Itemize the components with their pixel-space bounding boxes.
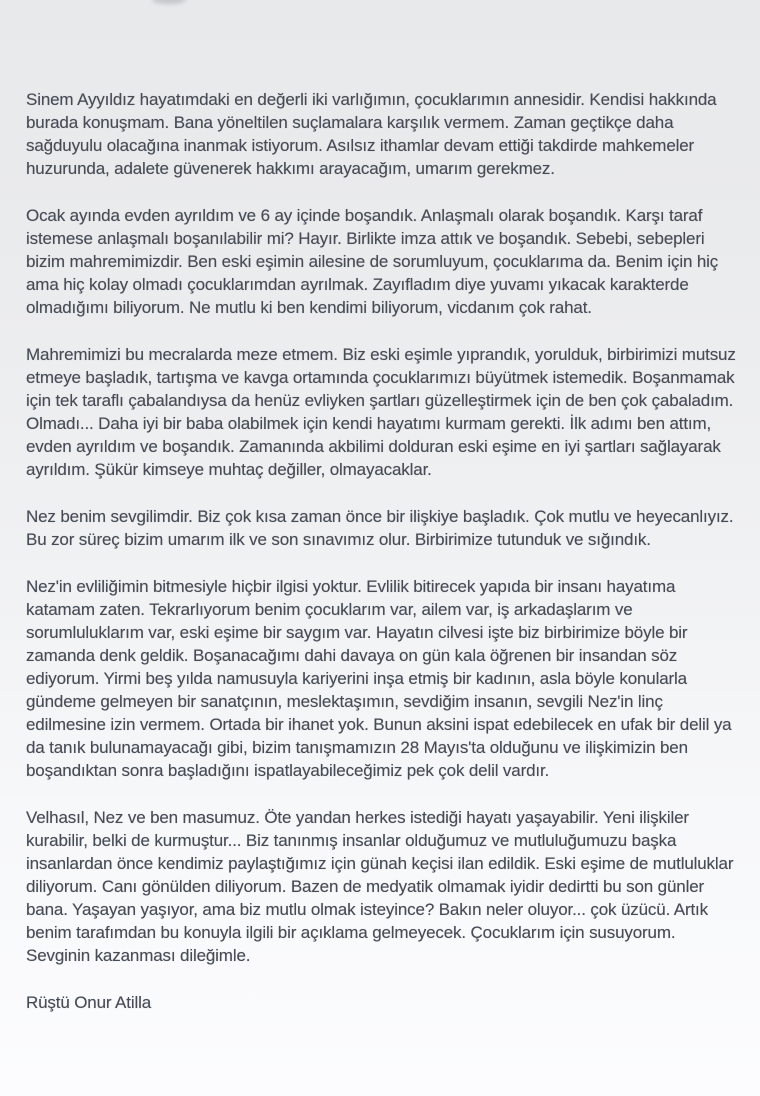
statement-paragraph: Mahremimizi bu mecralarda meze etmem. Biz eski eşimle yıprandık, yorulduk, birbirimizi mutsuz etmeye başladık, tartışma ve kavga ortamında çocuklarımızı büyütmek istemedik. Boşanmamak için tek taraflı çabalandıysa da henüz evliyken şartları güzelleştirmek için de ben çok çabaladım. Olmadı... Daha iyi bir baba olabilmek için kendi hayatımı kurmam gerekti. İlk adımı ben attım, evden ayrıldım ve boşandık. Zamanında akbilimi dolduran eski eşime en iyi şartları sağlayarak ayrıldım. Şükür kimseye muhtaç değiller, olmayacaklar. [26,345,736,479]
statement-paragraph: Ocak ayında evden ayrıldım ve 6 ay içinde boşandık. Anlaşmalı olarak boşandık. Karşı taraf istemese anlaşmalı boşanılabilir mi? Hayır. Birlikte imza attık ve boşandık. Sebebi, sebepleri bizim mahremimizdir. Ben eski eşimin ailesine de sorumluyum, çocuklarıma da. Benim için hiç ama hiç kolay olmadı çocuklarımdan ayrılmak. Zayıfladım diye yuvamı yıkacak karakterde olmadığımı biliyorum. Ne mutlu ki ben kendimi biliyorum, vicdanım çok rahat. [26,206,719,317]
cropped-text-artifact [152,0,186,4]
signature: Rüştü Onur Atilla [26,993,152,1012]
statement-paragraph: Nez benim sevgilimdir. Biz çok kısa zaman önce bir ilişkiye başladık. Çok mutlu ve heyecanlıyız. Bu zor süreç bizim umarım ilk ve son sınavımız olur. Birbirimize tutunduk ve sığındık. [26,507,734,549]
statement-body [26,88,736,1038]
statement-paragraph: Velhasıl, Nez ve ben masumuz. Öte yandan herkes istediği hayatı yaşayabilir. Yeni ilişkiler kurabilir, belki de kurmuştur... Biz tanınmış insanlar olduğumuz ve mutluluğumuzu başka insanlardan önce kendimiz paylaştığımız için günah keçisi ilan edildik. Eski eşime de mutluluklar diliyorum. Canı gönülden diliyorum. Bazen de medyatik olmamak iyidir dedirtti bu son günler bana. Yaşayan yaşıyor, ama biz mutlu olmak isteyince? Bakın neler oluyor... çok üzücü. Artık benim tarafımdan bu konuyla ilgili bir açıklama gelmeyecek. Çocuklarım için susuyorum. Sevginin kazanması dileğimle. [26,808,734,965]
statement-paragraph: Nez'in evliliğimin bitmesiyle hiçbir ilgisi yoktur. Evlilik bitirecek yapıda bir insanı hayatıma katamam zaten. Tekrarlıyorum benim çocuklarım var, ailem var, iş arkadaşlarım ve sorumluluklarım var, eski eşime bir saygım var. Hayatın cilvesi işte biz birbirimize böyle bir zamanda denk geldik. Boşanacağımı dahi davaya on gün kala öğrenen bir insandan söz ediyorum. Yirmi beş yılda namusuyla kariyerini inşa etmiş bir kadının, asla böyle konularla gündeme gelmeyen bir sanatçının, meslektaşımın, sevdiğim insanın, sevgili Nez'in linç edilmesine izin vermem. Ortada bir ihanet yok. Bunun aksini ispat edebilecek en ufak bir delil ya da tanık bulunamayacağı gibi, bizim tanışmamızın 28 Mayıs'ta olduğunu ve ilişkimizin ben boşandıktan sonra başladığını ispatlayabileceğimiz pek çok delil vardır. [26,577,732,780]
statement-paragraph: Sinem Ayyıldız hayatımdaki en değerli iki varlığımın, çocuklarımın annesidir. Kendisi hakkında burada konuşmam. Bana yöneltilen suçlamalara karşılık vermem. Zaman geçtikçe daha sağduyulu olacağına inanmak istiyorum. Asılsız ithamlar devam ettiği takdirde mahkemeler huzurunda, adalete güvenerek hakkımı arayacağım, umarım gerekmez. [26,90,717,178]
